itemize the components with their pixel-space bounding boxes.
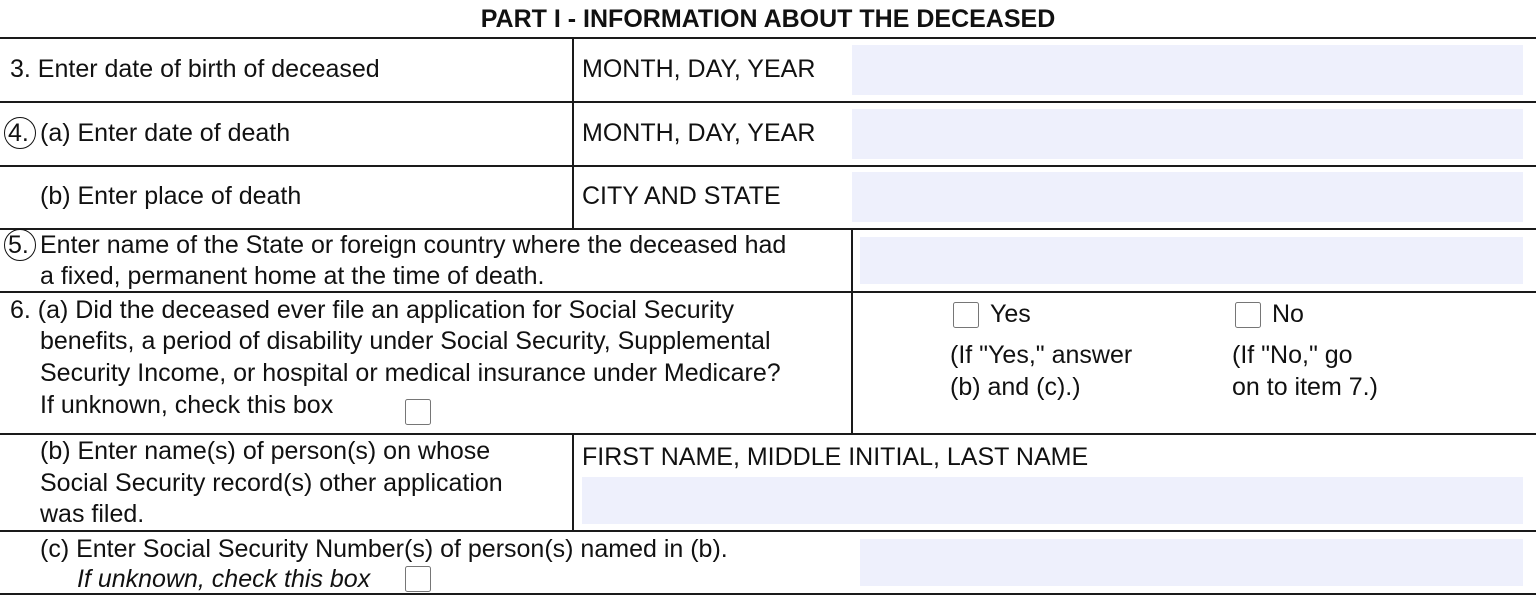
rule-top [0, 37, 1536, 39]
divider-item6b [572, 433, 574, 532]
item4a-hint: MONTH, DAY, YEAR [582, 119, 816, 147]
divider-item3-4 [572, 37, 574, 230]
item6c-label-line1: (c) Enter Social Security Number(s) of person(s) named in (b). [40, 535, 728, 563]
item6b-hint: FIRST NAME, MIDDLE INITIAL, LAST NAME [582, 443, 1089, 471]
item6a-yes-label: Yes [990, 300, 1031, 328]
item4-number: 4. [8, 119, 29, 147]
item3-hint: MONTH, DAY, YEAR [582, 55, 816, 83]
ssn-field[interactable] [860, 539, 1523, 586]
item6a-no-note-line2: on to item 7.) [1232, 373, 1378, 401]
rule-after-item4a [0, 165, 1536, 167]
item4b-hint: CITY AND STATE [582, 182, 781, 210]
date-of-birth-field[interactable] [852, 45, 1523, 95]
item5-label-line2: a fixed, permanent home at the time of death. [40, 262, 545, 290]
item3-label: 3. Enter date of birth of deceased [10, 55, 380, 83]
item6a-label-line3: Security Income, or hospital or medical insurance under Medicare? [40, 359, 781, 387]
item6a-label-line4: If unknown, check this box [40, 391, 334, 419]
permanent-home-field[interactable] [860, 237, 1523, 284]
item6a-label-line1: 6. (a) Did the deceased ever file an application for Social Security [10, 296, 734, 324]
item6a-yes-note-line1: (If "Yes," answer [950, 341, 1133, 369]
item6a-no-label: No [1272, 300, 1304, 328]
place-of-death-field[interactable] [852, 172, 1523, 222]
item6b-label-line3: was filed. [40, 500, 145, 528]
item4a-label: (a) Enter date of death [40, 119, 291, 147]
record-holder-name-field[interactable] [582, 477, 1523, 524]
item6c-unknown-checkbox[interactable] [405, 566, 431, 592]
item6c-label-line2: If unknown, check this box [77, 565, 371, 593]
item6a-no-note-line1: (If "No," go [1232, 341, 1353, 369]
item6a-unknown-checkbox[interactable] [405, 399, 431, 425]
item4b-label: (b) Enter place of death [40, 182, 302, 210]
rule-after-item3 [0, 101, 1536, 103]
item5-number: 5. [8, 231, 29, 259]
item5-label-line1: Enter name of the State or foreign country where the deceased had [40, 231, 787, 259]
item6a-yes-note-line2: (b) and (c).) [950, 373, 1081, 401]
item6a-yes-checkbox[interactable] [953, 302, 979, 328]
item6a-label-line2: benefits, a period of disability under Social Security, Supplemental [40, 327, 771, 355]
date-of-death-field[interactable] [852, 109, 1523, 159]
rule-after-item6b [0, 530, 1536, 532]
divider-item5-6a [851, 228, 853, 435]
item6b-label-line1: (b) Enter name(s) of person(s) on whose [40, 437, 491, 465]
item6b-label-line2: Social Security record(s) other application [40, 469, 503, 497]
item6a-no-checkbox[interactable] [1235, 302, 1261, 328]
section-title: PART I - INFORMATION ABOUT THE DECEASED [480, 5, 1056, 33]
